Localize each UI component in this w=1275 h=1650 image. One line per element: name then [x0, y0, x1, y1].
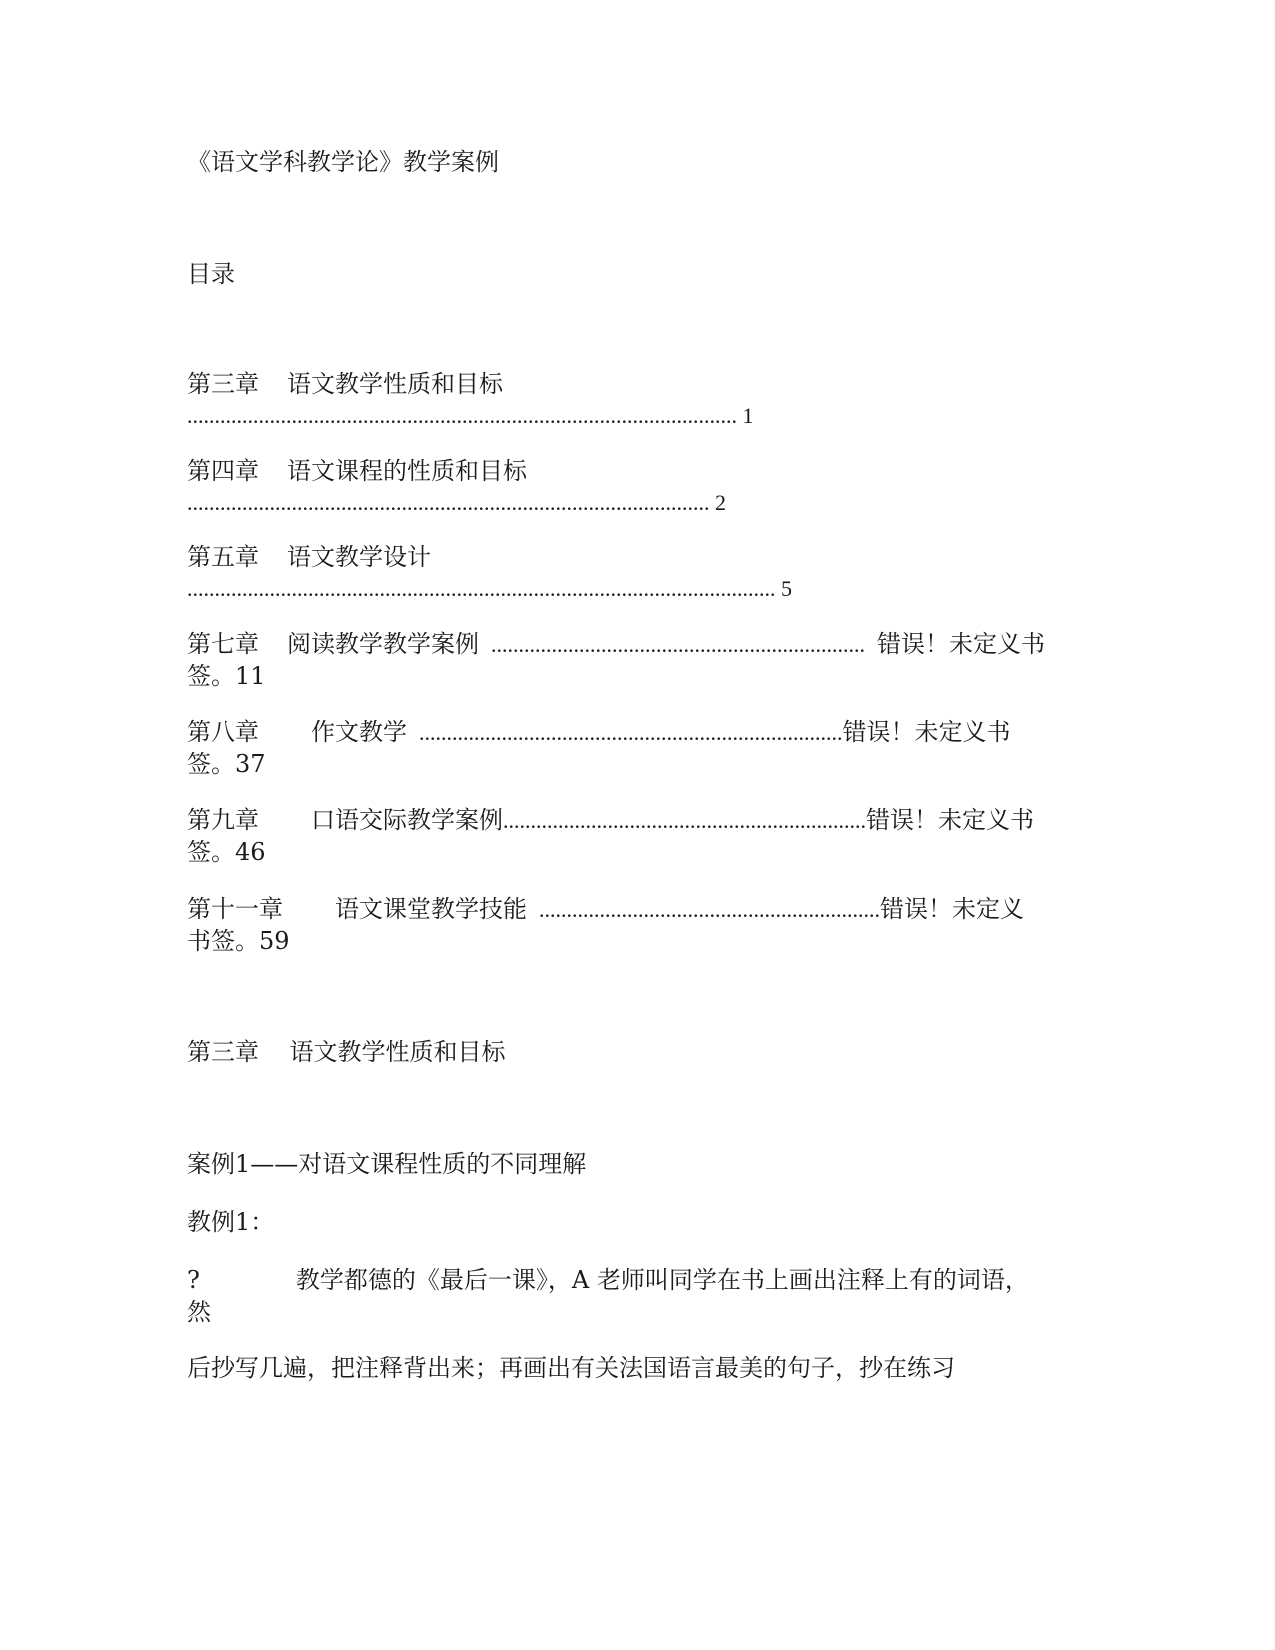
example-label: 教例1： — [187, 1208, 275, 1236]
toc-leader-dots: ............................................................................................... — [187, 490, 710, 515]
toc-wrap-text: 签。37 — [187, 750, 266, 778]
toc-chapter-number: 第七章 — [187, 630, 259, 658]
toc-page-number: 5 — [781, 576, 792, 601]
toc-chapter-number: 第五章 — [187, 543, 259, 571]
toc-chapter-number: 第四章 — [187, 457, 259, 485]
toc-error-text: 错误！未定义书 — [842, 718, 1011, 746]
toc-chapter-title: 语文教学性质和目标 — [287, 370, 503, 398]
toc-chapter-title: 语文课程的性质和目标 — [287, 457, 527, 485]
paragraph-line: 后抄写几遍，把注释背出来；再画出有关法国语言最美的句子，抄在练习 — [187, 1354, 955, 1382]
case-title: 案例1——对语文课程性质的不同理解 — [187, 1150, 587, 1178]
toc-leader-dots: ........................................................................................................... — [187, 576, 776, 601]
toc-leader-dots: .................................................................... — [491, 632, 865, 657]
paragraph-line: 教学都德的《最后一课》，A 老师叫同学在书上画出注释上有的词语， — [295, 1266, 1029, 1294]
section-heading: 第三章 语文教学性质和目标 — [187, 1038, 506, 1066]
toc-leader-dots: .............................................................. — [539, 897, 880, 922]
toc-chapter-title: 语文教学设计 — [287, 543, 431, 571]
toc-wrap-text: 签。11 — [187, 662, 266, 690]
toc-leader-dots: .................................................................. — [503, 808, 866, 833]
toc-chapter-number: 第三章 — [187, 370, 259, 398]
toc-error-text: 错误！未定义 — [880, 895, 1024, 923]
paragraph-line: 然 — [187, 1298, 211, 1326]
toc-leader-dots: ............................................................................. — [419, 720, 843, 745]
toc-page-number: 2 — [715, 490, 726, 515]
toc-leader-dots: .................................................................................................... — [187, 403, 737, 428]
toc-chapter-title: 语文课堂教学技能 — [335, 895, 527, 923]
toc-page-number: 1 — [742, 403, 754, 428]
toc-chapter-number: 第九章 — [187, 806, 259, 834]
toc-chapter-number: 第十一章 — [187, 895, 283, 923]
toc-chapter-number: 第八章 — [187, 718, 259, 746]
toc-chapter-title: 作文教学 — [311, 718, 407, 746]
toc-chapter-title: 口语交际教学案例 — [311, 806, 503, 834]
toc-heading: 目录 — [187, 260, 235, 288]
toc-error-text: 错误！未定义书 — [877, 630, 1045, 658]
toc-error-text: 错误！未定义书 — [866, 806, 1034, 834]
document-title: 《语文学科教学论》教学案例 — [187, 148, 499, 176]
toc-wrap-text: 书签。59 — [187, 927, 290, 955]
bullet-marker: ? — [187, 1266, 200, 1294]
toc-chapter-title: 阅读教学教学案例 — [287, 630, 479, 658]
toc-wrap-text: 签。46 — [187, 838, 266, 866]
